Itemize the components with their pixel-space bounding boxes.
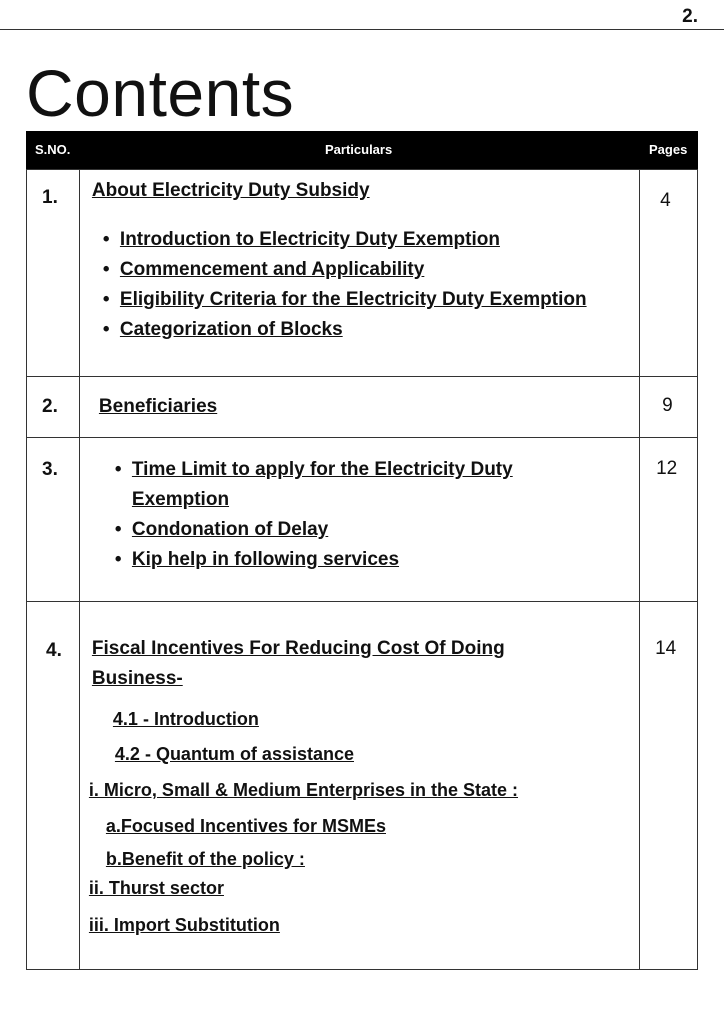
page-number: 2. (682, 6, 698, 27)
list-item-link-continued[interactable]: Exemption (131, 489, 230, 510)
page-cell (640, 438, 698, 602)
subsection-link[interactable]: i. Micro, Small & Medium Enterprises in the State : (88, 780, 519, 800)
subsection-link[interactable]: b.Benefit of the policy : (105, 849, 305, 869)
subsection-link[interactable]: 4.2 - Quantum of assistance (114, 744, 354, 764)
particulars-cell (79, 170, 639, 377)
section-heading-link[interactable]: Fiscal Incentives For Reducing Cost Of Doing (91, 638, 505, 659)
section-heading-link[interactable]: About Electricity Duty Subsidy (91, 180, 370, 201)
particulars-cell (79, 602, 639, 970)
page-cell (640, 377, 698, 438)
table-row (27, 377, 698, 438)
subsection-link[interactable]: iii. Import Substitution (88, 915, 280, 935)
particulars-cell (79, 377, 639, 438)
page-ref: 14 (655, 638, 677, 659)
list-item-link[interactable]: • Kip help in following services (132, 545, 632, 575)
list-item-link[interactable]: • Time Limit to apply for the Electricity Duty (132, 455, 632, 485)
row-number: 2. (42, 396, 58, 417)
section-heading-link-continued[interactable]: Business- (91, 668, 183, 689)
section-item-list (132, 455, 632, 575)
subsection-link[interactable]: ii. Thurst sector (88, 878, 224, 898)
table-row (27, 438, 698, 602)
list-item-link[interactable]: • Categorization of Blocks (120, 315, 640, 345)
page-ref: 12 (656, 458, 678, 479)
table-header (26, 131, 698, 169)
section-item-list (120, 225, 640, 345)
subsection-link[interactable]: 4.1 - Introduction (112, 709, 259, 729)
page-ref: 4 (660, 190, 671, 211)
page-title: Contents (26, 56, 295, 130)
page-cell (640, 602, 698, 970)
contents-table (26, 169, 698, 970)
header-pages: Pages (649, 142, 688, 157)
sno-cell (27, 377, 80, 438)
sno-cell (27, 438, 80, 602)
list-item-link[interactable]: • Introduction to Electricity Duty Exemption (120, 225, 640, 255)
row-number: 3. (42, 459, 58, 480)
subsection-link[interactable]: a.Focused Incentives for MSMEs (105, 816, 386, 836)
sno-cell (27, 170, 80, 377)
list-item-link[interactable]: • Condonation of Delay (132, 515, 632, 545)
page-ref: 9 (662, 395, 673, 416)
section-heading-link[interactable]: Beneficiaries (98, 396, 218, 417)
list-item-link[interactable]: • Eligibility Criteria for the Electricity Duty Exemption (120, 285, 640, 315)
list-item-link[interactable]: • Commencement and Applicability (120, 255, 640, 285)
row-number: 1. (42, 187, 58, 208)
particulars-cell (79, 438, 639, 602)
table-row (27, 602, 698, 970)
row-number: 4. (46, 640, 62, 661)
table-row (27, 170, 698, 377)
header-sno: S.NO. (35, 142, 71, 157)
sno-cell (27, 602, 80, 970)
page-cell (640, 170, 698, 377)
header-particulars: Particulars (325, 142, 393, 157)
top-divider (0, 29, 724, 30)
